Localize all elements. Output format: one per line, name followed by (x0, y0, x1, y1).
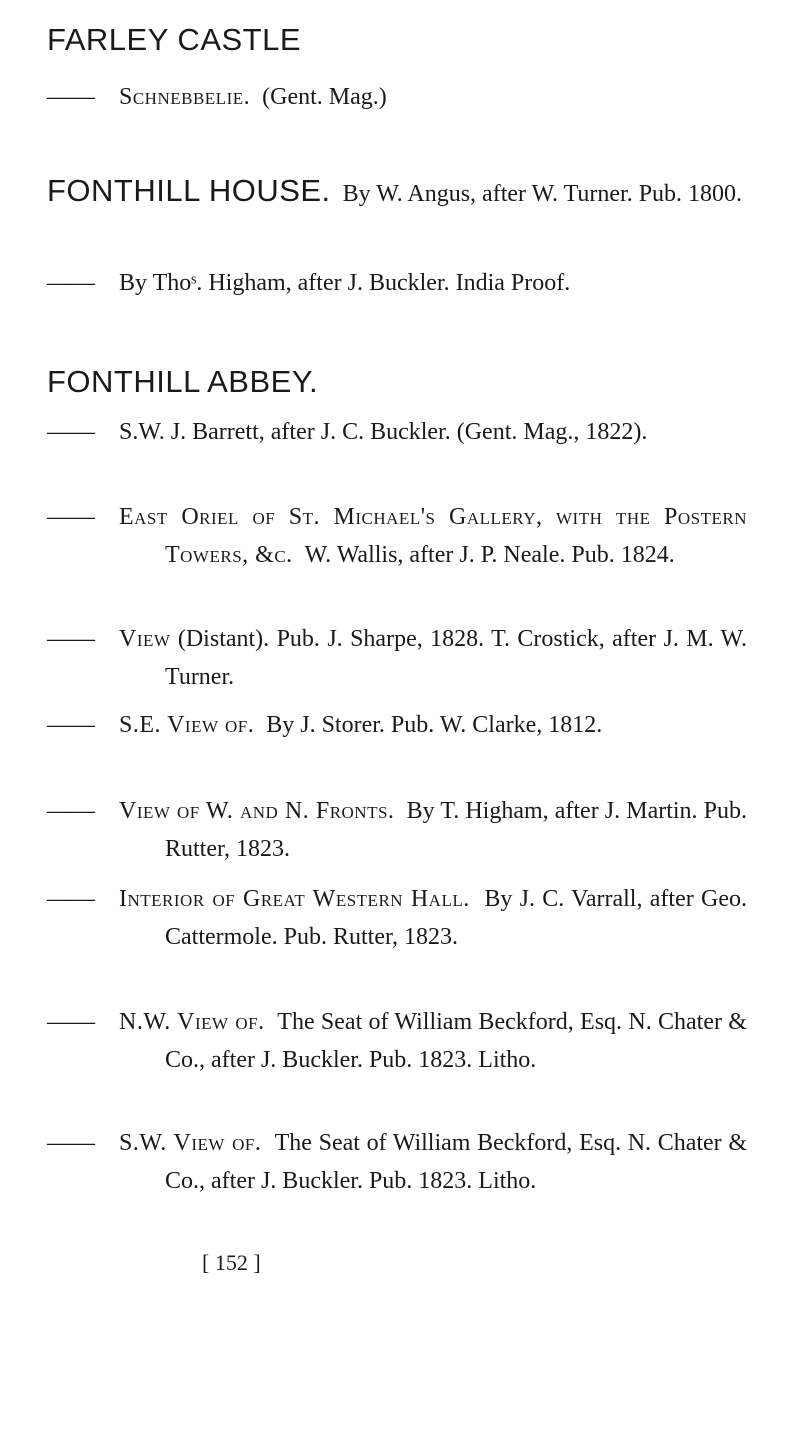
entry-dash: —— (47, 712, 95, 738)
entry-abbey-east-oriel (47, 498, 747, 574)
entry-text: The Seat of William Beckford, Esq. N. Chater & Co., after J. Buckler. Pub. 1823. Litho. (165, 1130, 747, 1194)
entry-caps: Schnebbelie. (119, 84, 251, 110)
entry-caps: S.E. View of. (119, 712, 255, 738)
section-heading: FONTHILL HOUSE. (47, 173, 331, 208)
entry-fonthill-house-higham (47, 264, 747, 302)
entry-abbey-great-western-hall (47, 880, 747, 956)
entry-text: S.W. J. Barrett, after J. C. Buckler. (Gent. Mag., 1822). (119, 419, 648, 445)
section-heading-rest: By W. Angus, after W. Turner. Pub. 1800. (342, 181, 743, 207)
entry-text: (Distant). Pub. J. Sharpe, 1828. T. Crostick, after J. M. W. Turner. (165, 626, 748, 690)
entry-dash: —— (47, 626, 95, 652)
entry-caps: S.W. View of. (119, 1130, 262, 1156)
entry-dash: —— (47, 1009, 95, 1035)
entry-abbey-nw-view (47, 1003, 747, 1079)
entry-text: By J. C. Varrall, after Geo. Cattermole. Pub. Rutter, 1823. (165, 886, 747, 950)
entry-dash: —— (47, 886, 95, 912)
entry-abbey-sw-view (47, 1124, 747, 1200)
entry-abbey-se-view (47, 706, 747, 744)
entry-text: By J. Storer. Pub. W. Clarke, 1812. (266, 712, 603, 738)
entry-dash: —— (47, 84, 95, 110)
entry-dash: —— (47, 504, 95, 530)
entry-caps: Interior of Great Western Hall. (119, 886, 470, 912)
entry-text: (Gent. Mag.) (262, 84, 387, 110)
entry-abbey-view-distant (47, 620, 747, 696)
entry-caps: View (119, 626, 171, 652)
entry-dash: —— (47, 798, 95, 824)
entry-caps: View of W. and N. Fronts. (119, 798, 395, 824)
entry-abbey-sw-barrett (47, 413, 747, 451)
entry-text: W. Wallis, after J. P. Neale. Pub. 1824. (304, 542, 675, 568)
entry-dash: —— (47, 1130, 95, 1156)
entry-dash: —— (47, 419, 95, 445)
section-fonthill-abbey (47, 364, 747, 400)
entry-farley-schnebbelie (47, 78, 747, 116)
entry-caps: N.W. View of. (119, 1009, 265, 1035)
section-farley-castle (47, 22, 747, 58)
section-heading: FARLEY CASTLE (47, 22, 302, 57)
entry-caps: East Oriel of St. Michael's Gallery, with the Postern Towers, &c. (119, 504, 747, 568)
entry-text: By Thoˢ. Higham, after J. Buckler. India Proof. (119, 270, 571, 296)
entry-text: The Seat of William Beckford, Esq. N. Chater & Co., after J. Buckler. Pub. 1823. Litho. (165, 1009, 747, 1073)
entry-dash: —— (47, 270, 95, 296)
section-heading: FONTHILL ABBEY. (47, 364, 319, 399)
page-number: [ 152 ] (202, 1250, 261, 1275)
entry-text: By T. Higham, after J. Martin. Pub. Rutter, 1823. (165, 798, 748, 862)
section-fonthill-house (47, 172, 747, 213)
entry-abbey-w-n-fronts (47, 792, 747, 868)
